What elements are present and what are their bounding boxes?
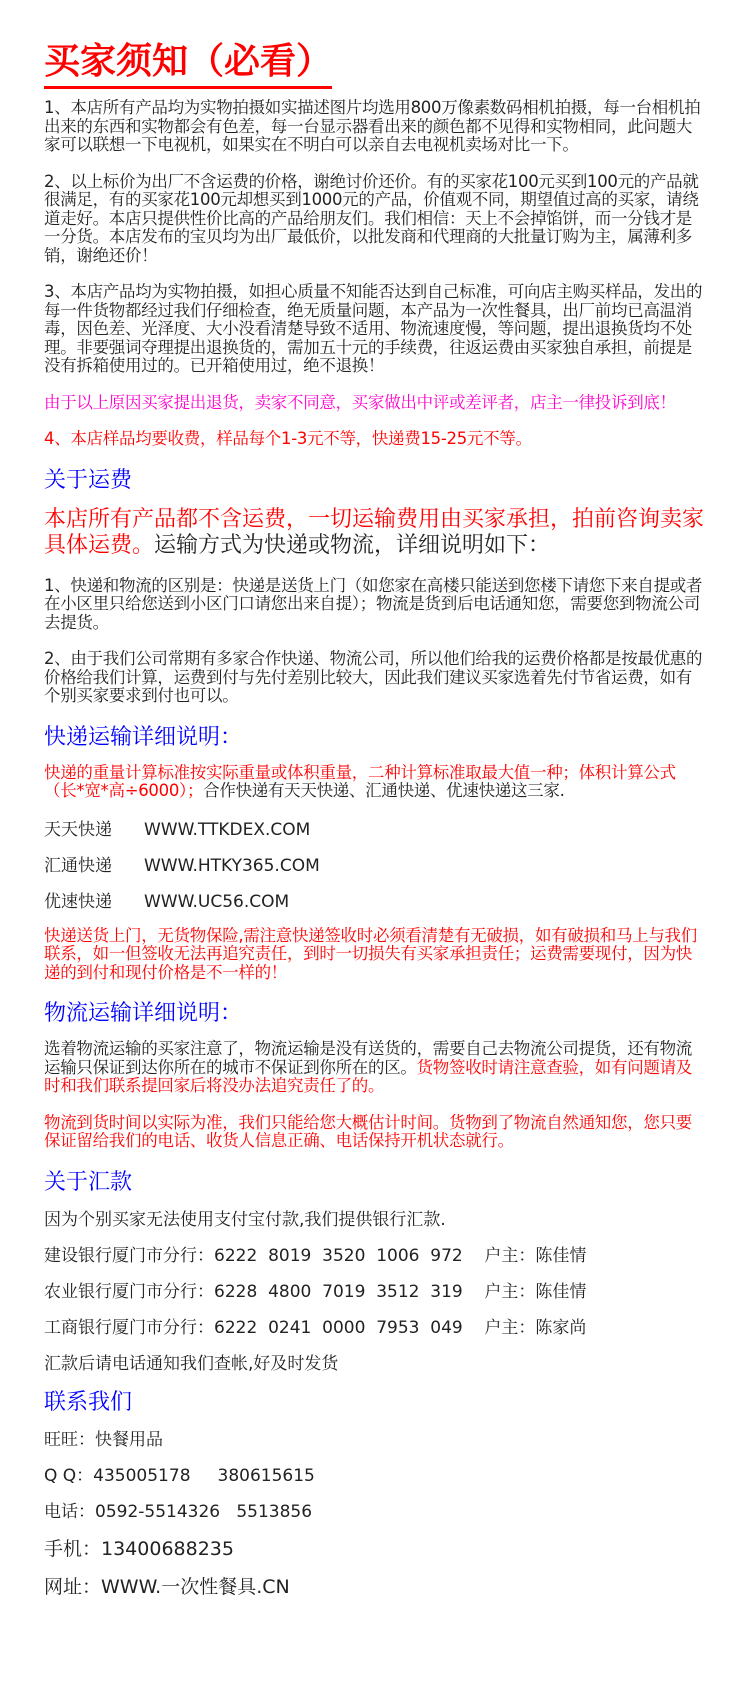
express-site-row <box>44 819 706 841</box>
shipping-heading: 关于运费 <box>44 467 133 493</box>
bank-account-line: 工商银行厦门市分行：6222 0241 0000 7953 049 户主：陈家尚 <box>44 1317 587 1338</box>
express-partners-text: 合作快递有天天快递、汇通快递、优速快递这三家. <box>203 781 565 800</box>
express-weight-rule <box>44 764 706 801</box>
express-heading: 快递运输详细说明： <box>44 724 243 750</box>
logistics-pickup-text: 选着物流运输的买家注意了，物流运输是没有送货的，需要自己去物流公司提货，还有物流运输只保证到达你所在的城市不保证到你所在的区。 <box>44 1039 693 1077</box>
contact-website: 网址：WWW.一次性餐具.CN <box>44 1575 290 1598</box>
express-site-name: 天天快递 <box>44 819 112 840</box>
logistics-paragraph-2: 物流到货时间以实际为准，我们只能给您大概估计时间。货物到了物流自然通知您，您只要保证留给我们的电话、收货人信息正确、电话保持开机状态就行。 <box>44 1112 693 1150</box>
contact-wangwang: 旺旺：快餐用品 <box>44 1429 163 1450</box>
express-site-name: 汇通快递 <box>44 855 112 876</box>
return-complaint-warning: 由于以上原因买家提出退货，卖家不同意，买家做出中评或差评者，店主一律投诉到底！ <box>44 392 676 412</box>
notice-paragraph-2: 2、以上标价为出厂不含运费的价格，谢绝讨价还价。有的买家花100元买到100元的产品就很满足，有的买家花100元却想买到1000元的产品，价值观不同，期望值过高的买家，请绕道走好。本店只提供性价比高的产品给朋友们。我们相信：天上不会掉馅饼，而一分钱才是一分货。本店发布的宝贝均为出厂最低价，以批发商和代理商的大批量订购为主，属薄利多销，谢绝还价！ <box>44 171 699 265</box>
express-site-url: WWW.UC56.COM <box>144 891 290 912</box>
contact-mobile: 手机：13400688235 <box>44 1537 234 1560</box>
contact-phone: 电话：0592-5514326 5513856 <box>44 1501 313 1522</box>
bank-account-line: 建设银行厦门市分行：6222 8019 3520 1006 972 户主：陈佳情 <box>44 1245 587 1266</box>
payment-after-note: 汇款后请电话通知我们查帐,好及时发货 <box>44 1353 339 1374</box>
express-site-row <box>44 891 706 913</box>
payment-heading: 关于汇款 <box>44 1169 133 1195</box>
express-site-url: WWW.HTKY365.COM <box>144 855 320 876</box>
express-weight-red: 快递的重量计算标准按实际重量或体积重量，二种计算标准取最大值一种；体积计算公式（长*宽*高÷6000）； <box>44 762 676 800</box>
logistics-paragraph-1 <box>44 1040 706 1096</box>
shipping-paragraph-2: 2、由于我们公司常期有多家合作快递、物流公司，所以他们给我的运费价格都是按最优惠的价格给我们计算，运费到付与先付差别比较大，因此我们建议买家选着先付节省运费，如有个别买家要求到付也可以。 <box>44 649 703 705</box>
shipping-summary <box>44 507 706 559</box>
contact-qq: Q Q：435005178 380615615 <box>44 1465 315 1486</box>
shipping-paragraph-1: 1、快递和物流的区别是：快递是送货上门（如您家在高楼只能送到您楼下请您下来自提或者在小区里只给您送到小区门口请您出来自提）；物流是货到后电话通知您，需要您到物流公司去提货。 <box>44 575 703 632</box>
payment-intro: 因为个别买家无法使用支付宝付款,我们提供银行汇款. <box>44 1209 446 1230</box>
notice-paragraph-1: 1、本店所有产品均为实物拍摄如实描述图片均选用800万像素数码相机拍摄，每一台相机拍出来的东西和实物都会有色差，每一台显示器看出来的颜色都不见得和实物相同，此问题大家可以联想一下电视机，如果实在不明白可以亲自去电视机卖场对比一下。 <box>44 98 701 154</box>
logistics-heading: 物流运输详细说明： <box>44 1001 243 1026</box>
page-title: 买家须知（必看） <box>44 40 332 89</box>
express-site-name: 优速快递 <box>44 891 112 912</box>
sample-fee-notice: 4、本店样品均要收费，样品每个1-3元不等，快递费15-25元不等。 <box>44 429 532 448</box>
express-site-row <box>44 855 706 877</box>
express-delivery-warning: 快递送货上门，无货物保险,需注意快递签收时必须看清楚有无破损，如有破损和马上与我们联系，如一但签收无法再追究责任，到时一切损失有买家承担责任；运费需要现付，因为快递的到付和现付价格是不一样的！ <box>44 925 697 982</box>
shipping-method-text: 运输方式为快递或物流，详细说明如下： <box>154 532 551 558</box>
shipping-cost-red: 本店所有产品都不含运费，一切运输费用由买家承担，拍前咨询卖家具体运费。 <box>44 506 705 558</box>
bank-account-line: 农业银行厦门市分行：6228 4800 7019 3512 319 户主：陈佳情 <box>44 1281 587 1302</box>
contact-heading: 联系我们 <box>44 1389 133 1415</box>
notice-paragraph-3: 3、本店产品均为实物拍摄，如担心质量不知能否达到自己标准，可向店主购买样品，发出的每一件货物都经过我们仔细检查，绝无质量问题，本产品为一次性餐具，出厂前均已高温消毒，因色差、光泽度、大小没看清楚导致不适用、物流速度慢，等问题，提出退换货均不处理。非要强词夺理提出退换货的，需加五十元的手续费，往返运费由买家独自承担，前提是没有拆箱使用过的。已开箱使用过，绝不退换！ <box>44 282 703 375</box>
logistics-inspect-red: 货物签收时请注意查验，如有问题请及时和我们联系提回家后将没办法追究责任了的。 <box>44 1057 693 1095</box>
express-site-url: WWW.TTKDEX.COM <box>144 819 311 840</box>
